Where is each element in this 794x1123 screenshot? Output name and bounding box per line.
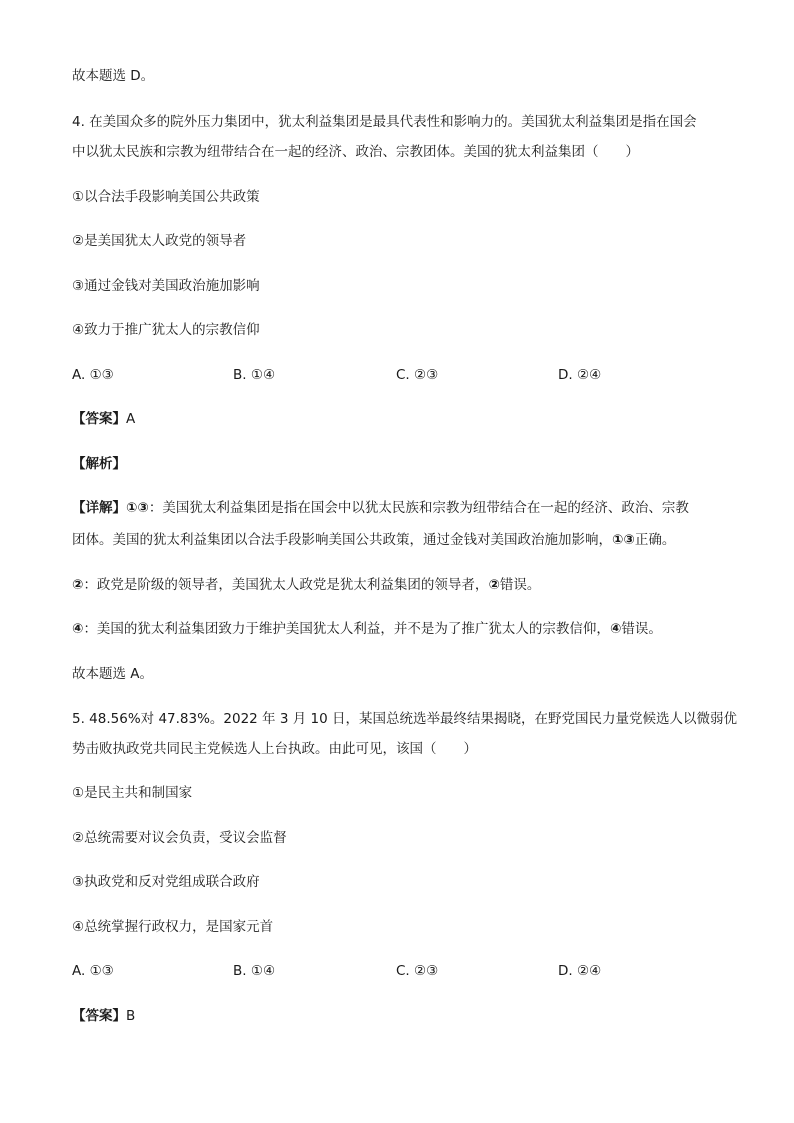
q5-item-4: ④总统掌握行政权力，是国家元首	[72, 919, 274, 935]
q4-item-3: ③通过金钱对美国政治施加影响	[72, 278, 260, 294]
detail-label: 【详解】	[72, 500, 126, 516]
d2-text: ：政党是阶级的领导者，美国犹太人政党是犹太利益集团的领导者，	[83, 577, 489, 593]
q5-option-b: B. ①④	[233, 963, 276, 979]
q4-conclusion: 故本题选 A。	[72, 666, 154, 682]
d2-ref: ②	[72, 577, 84, 593]
q5-item-3: ③执政党和反对党组成联合政府	[72, 874, 260, 890]
q4-detail-line1	[72, 498, 689, 518]
q4-detail-2	[72, 575, 540, 595]
q5-option-d: D. ②④	[558, 963, 602, 979]
q4-option-b: B. ①④	[233, 367, 276, 383]
answer-value: A	[126, 411, 136, 427]
q5-option-a: A. ①③	[72, 963, 114, 979]
q5-answer	[72, 1006, 135, 1026]
q5-option-c: C. ②③	[396, 963, 439, 979]
d2-ref2: ②	[488, 577, 500, 593]
q4-stem-line2: 中以犹太民族和宗教为纽带结合在一起的经济、政治、宗教团体。美国的犹太利益集团（ ）	[72, 144, 639, 160]
q4-option-d: D. ②④	[558, 367, 602, 383]
detail-end-2: 正确。	[634, 532, 676, 548]
q5-item-1: ①是民主共和制国家	[72, 785, 193, 801]
d2-end: 错误。	[499, 577, 541, 593]
detail-ref-1: ①③	[126, 500, 149, 516]
q4-answer	[72, 409, 135, 429]
q4-detail-4	[72, 619, 662, 639]
answer-value: B	[126, 1008, 136, 1024]
prev-conclusion: 故本题选 D。	[72, 68, 155, 84]
d4-ref2: ④	[609, 621, 622, 637]
q5-stem-line1: 5. 48.56%对 47.83%。2022 年 3 月 10 日，某国总统选举最终结果揭晓，在野党国民力量党候选人以微弱优	[72, 711, 737, 727]
answer-label: 【答案】	[72, 411, 126, 427]
q4-item-2: ②是美国犹太人政党的领导者	[72, 233, 247, 249]
answer-label: 【答案】	[72, 1008, 126, 1024]
d4-text: ：美国的犹太利益集团致力于维护美国犹太人利益，并不是为了推广犹太人的宗教信仰，	[83, 621, 610, 637]
q5-stem-line2: 势击败执政党共同民主党候选人上台执政。由此可见，该国（ ）	[72, 741, 477, 757]
q4-detail-line2	[72, 530, 675, 550]
q5-item-2: ②总统需要对议会负责，受议会监督	[72, 830, 287, 846]
detail-ref-2: ①③	[612, 532, 635, 548]
d4-end: 错误。	[621, 621, 662, 637]
detail-text-2: 团体。美国的犹太利益集团以合法手段影响美国公共政策，通过金钱对美国政治施加影响，	[72, 532, 612, 548]
q4-analysis-label: 【解析】	[72, 456, 126, 472]
d4-ref: ④	[72, 621, 84, 637]
detail-text-1: ：美国犹太利益集团是指在国会中以犹太民族和宗教为纽带结合在一起的经济、政治、宗教	[148, 500, 689, 516]
q4-stem-line1: 4. 在美国众多的院外压力集团中，犹太利益集团是最具代表性和影响力的。美国犹太利益集团是指在国会	[72, 114, 697, 130]
q4-option-a: A. ①③	[72, 367, 114, 383]
q4-option-c: C. ②③	[396, 367, 439, 383]
q4-item-1: ①以合法手段影响美国公共政策	[72, 189, 260, 205]
q4-item-4: ④致力于推广犹太人的宗教信仰	[72, 322, 260, 338]
